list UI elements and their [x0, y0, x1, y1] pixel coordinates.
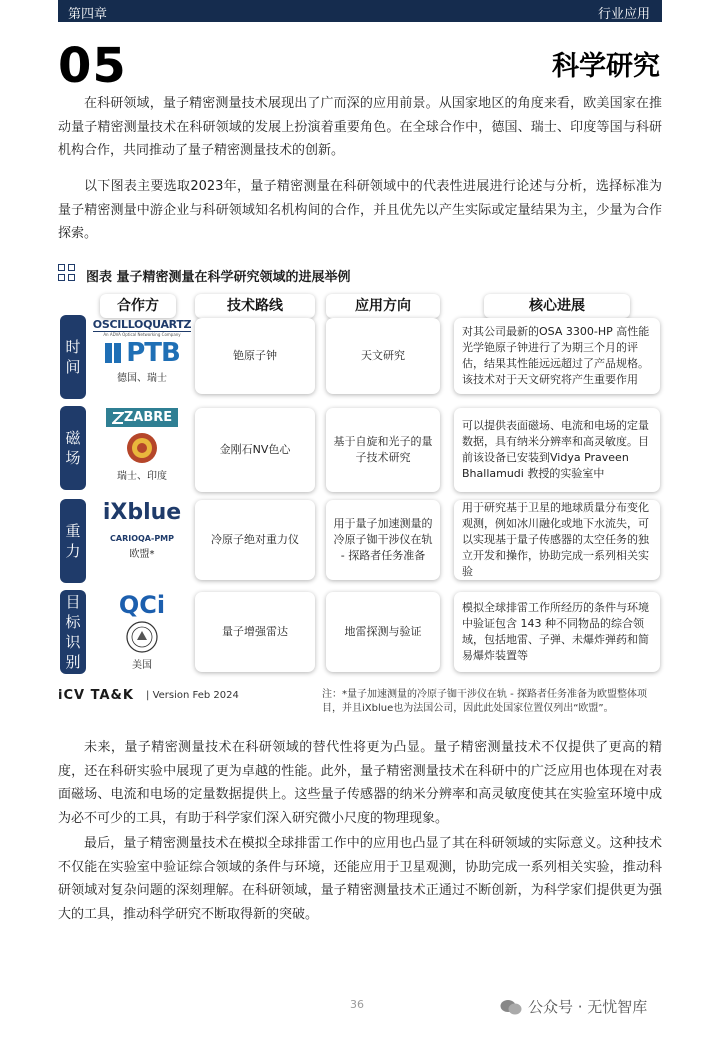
partner-country-row2: 瑞士、印度 [117, 471, 167, 482]
application-row1: 天文研究 [326, 318, 440, 394]
partner-country-row1: 德国、瑞士 [117, 373, 167, 384]
partner-country-row4: 美国 [132, 660, 152, 671]
ptb-logo: PTB [126, 338, 180, 368]
progress-row2: 可以提供表面磁场、电流和电场的定量数据，具有纳米分辨率和高灵敏度。目前该设备已安装到Vidya Praveen Bhallamudi 教授的实验室中 [454, 408, 660, 492]
conclusion-paragraph-1: 未来，量子精密测量技术在科研领域的替代性将更为凸显。量子精密测量技术不仅提供了更高的精度，还在科研实验中展现了更为卓越的性能。此外，量子精密测量技术在科研中的广泛应用也体现在对表面磁场、电流和电场的定量数据提供上。这些量子传感器的纳米分辨率和高灵敏度使其在实验室环境中成为必不可少的工具，有助于科学家们深入研究微小尺度的物理现象。 [58, 740, 662, 826]
carioqa-logo: CARIOQA-PMP [110, 534, 174, 543]
brand-logo: iCV TA&K [58, 688, 134, 703]
section-number: 05 [58, 38, 127, 94]
partner-country-row3: 欧盟* [129, 549, 155, 560]
grid-icon [58, 264, 76, 282]
progress-row3: 用于研究基于卫星的地球质量分布变化观测，例如冰川融化或地下水流失，可以实现基于量子传感器的太空任务的独立开发和操作，协助完成一系列相关实验 [454, 500, 660, 580]
ixblue-logo: iXblue [102, 500, 182, 525]
oscilloquartz-logo: OSCILLOQUARTZ [92, 318, 192, 331]
university-seal-icon [125, 620, 159, 654]
column-header-progress: 核心进展 [484, 294, 630, 318]
version-label: | Version Feb 2024 [146, 690, 239, 701]
intro-paragraph-2: 以下图表主要选取2023年，量子精密测量在科研领域中的代表性进展进行论述与分析，选择标准为量子精密测量中游企业与科研领域知名机构间的合作，并且优先以产生实际或定量结果为主，少量为合作探索。 [58, 179, 662, 241]
tech-row4: 量子增强雷达 [195, 592, 315, 672]
ptb-eagle-icon [104, 341, 126, 365]
column-header-partner: 合作方 [100, 294, 176, 318]
partner-logos-row3 [94, 500, 190, 560]
application-row4: 地雷探测与验证 [326, 592, 440, 672]
tech-row3: 冷原子绝对重力仪 [195, 500, 315, 580]
progress-row1: 对其公司最新的OSA 3300-HP 高性能光学铯原子钟进行了为期三个月的评估，结果其性能远远超过了产品规格。该技术对于天文研究将产生重要作用 [454, 318, 660, 394]
partner-logos-row1 [94, 318, 190, 384]
section-title: 科学研究 [552, 51, 660, 82]
page-number: 36 [350, 998, 364, 1011]
zabre-mark-icon [112, 412, 124, 424]
column-header-tech: 技术路线 [195, 294, 315, 318]
application-row3: 用于量子加速测量的冷原子铷干涉仪在轨 - 探路者任务准备 [326, 500, 440, 580]
zabre-logo: ZABRE [106, 408, 178, 427]
intro-paragraph-1: 在科研领域，量子精密测量技术展现出了广而深的应用前景。从国家地区的角度来看，欧美国家在推动量子精密测量技术在科研领域的发展上扮演着重要角色。在全球合作中，德国、瑞士、印度等国与科研机构合作，共同推动了量子精密测量技术的创新。 [58, 96, 662, 158]
progress-row4: 模拟全球排雷工作所经历的条件与环境中验证包含 143 种不同物品的综合领域，包括地雷、子弹、未爆炸弹药和简易爆炸装置等 [454, 592, 660, 672]
adva-tagline: An ADVA Optical Networking Company [103, 332, 181, 337]
row-label-gravity: 重力 [60, 499, 86, 583]
column-header-application: 应用方向 [326, 294, 440, 318]
watermark: 公众号 · 无忧智库 [500, 996, 647, 1017]
wechat-icon [500, 998, 522, 1016]
category-label: 行业应用 [597, 7, 650, 22]
conclusion-paragraph-2: 最后，量子精密测量技术在模拟全球排雷工作中的应用也凸显了其在科研领域的实际意义。这种技术不仅能在实验室中验证综合领域的条件与环境，还能应用于卫星观测，协助完成一系列相关实验，推动科研领域对复杂问题的深刻理解。在科研领域，量子精密测量技术正通过不断创新，为科学家们提供更为强大的工具，推动科学研究不断取得新的突破。 [58, 836, 662, 922]
row-label-time: 时间 [60, 315, 86, 399]
row-label-magnetic: 磁场 [60, 406, 86, 490]
iit-emblem-icon [125, 431, 159, 465]
tech-row2: 金刚石NV色心 [195, 408, 315, 492]
application-row2: 基于自旋和光子的量子技术研究 [326, 408, 440, 492]
figure-title: 图表 量子精密测量在科学研究领域的进展举例 [86, 270, 351, 285]
figure-note: 注：*量子加速测量的冷原子铷干涉仪在轨 - 探路者任务准备为欧盟整体项目，并且iXblue也为法国公司，因此此处国家位置仅列出“欧盟”。 [322, 689, 647, 714]
tech-row1: 铯原子钟 [195, 318, 315, 394]
chapter-bar [58, 0, 662, 22]
qci-logo: QCi [118, 591, 166, 619]
partner-logos-row2 [94, 408, 190, 482]
chapter-label: 第四章 [68, 7, 108, 22]
partner-logos-row4 [94, 592, 190, 671]
row-label-target: 目标识别 [60, 590, 86, 674]
